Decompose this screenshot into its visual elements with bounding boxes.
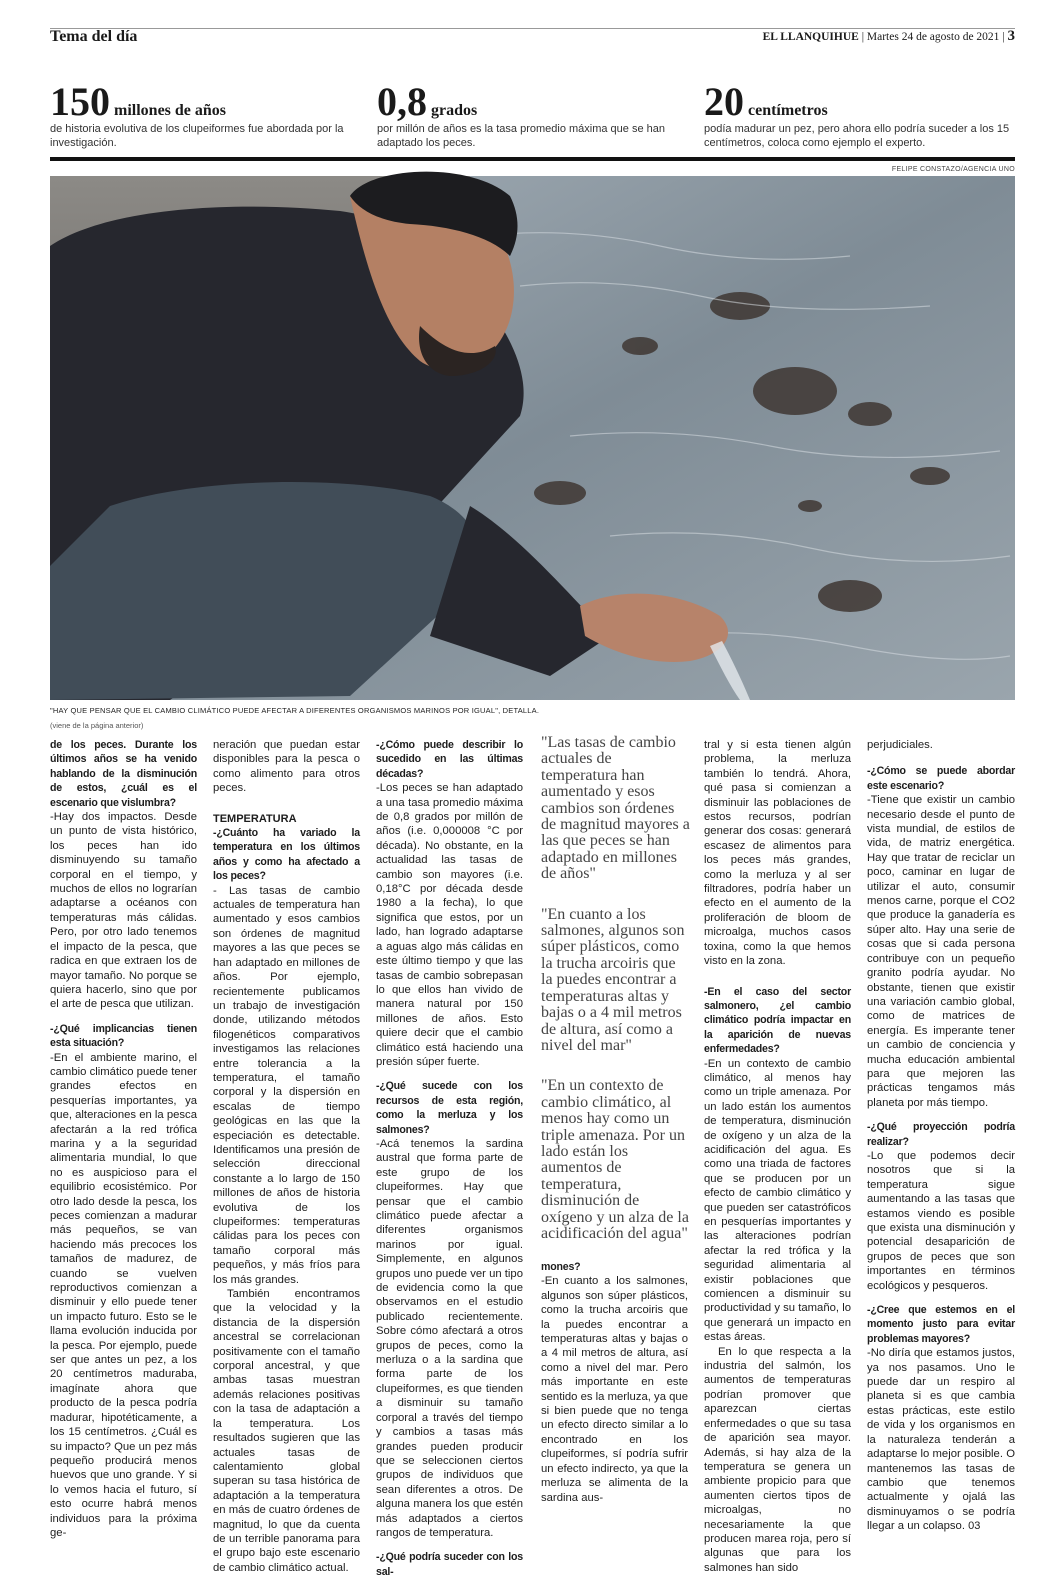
paragraph: tral y si esta tienen algún problema, la merluza también lo tendrá. Ahora, qué pasa si comienzan a disminuir las poblaciones de estos recursos, podrían generar dos cosas: generará escasez de alimentos para los peces más grandes, como la merluza y al ser filtradores, podría haber un efecto en el aumento de la proliferación de bloom de microalga, muchos casos toxina, como la que hemos visto en la zona. <box>704 739 851 968</box>
stat-number: 20 <box>704 79 744 124</box>
photo-caption: "HAY QUE PENSAR QUE EL CAMBIO CLIMÁTICO PUEDE AFECTAR A DIFERENTES ORGANISMOS MARINOS POR IGUAL", DETALLA. <box>50 706 540 715</box>
continued-note: (viene de la página anterior) <box>50 721 144 730</box>
paragraph: -En el ambiente marino, el cambio climático puede tener grandes efectos en pesquerías importantes, ya que, alteraciones en la pesca afectarán a la red trófica marina y a la seguridad alimentaria mundial, lo que no es auspicioso para el equilibrio ecosistémico. Por otro lado desde la pesca, los peces comienzan a madurar más pequeños, se van haciendo más precoces los tamaños de madurez, de cuando se vuelven reproductivos comienzan a disminuir y ello puede tener un impacto futuro. Esto se le llama evolución inducida por la pesca. Por ejemplo, puede ser que antes un pez, a los 20 centímetros maduraba, imagínate ahora que producto de la pesca podría madurar, hipotéticamente, a los 15 centímetros. ¿Cuál es su impacto? Que un pez más pequeño producirá menos huevos que uno grande. Y si lo vemos hacia el futuro, sí esto ocurre habrá menos individuos para la próxima ge- <box>50 1051 197 1539</box>
question: -¿Cómo se puede abordar este escenario? <box>867 765 1015 792</box>
pull-quotes <box>541 735 691 1266</box>
paragraph: También encontramos que la velocidad y la distancia de la dispersión ancestral se correlacionan positivamente con el tamaño corporal ancestral, y que ambas tasas muestran además relaciones positivas con la tasa de adaptación a la temperatura. Los resultados sugieren que las actuales tasas de calentamiento global superan su tasa histórica de adaptación a la temperatura en más de cuatro órdenes de magnitud, lo que da cuenta de un terrible panorama para el grupo bajo este escenario de cambio climático actual. <box>213 1288 360 1574</box>
stat-2 <box>377 79 677 150</box>
section-title: Tema del día <box>50 28 138 45</box>
question: -¿Qué proyección podría realizar? <box>867 1121 1015 1148</box>
paragraph: -Hay dos impactos. Desde un punto de vista histórico, los peces han ido disminuyendo su tamaño corporal en el tiempo, y muchos de ellos no lograrían adaptarse a océanos con temperaturas más cálidas. Pero, por otro lado tenemos el impacto de la pesca, que radica en que extraen los de mayor tamaño. No porque se quiera hacerlo, sino que por el arte de pesca que utilizan. <box>50 811 197 1011</box>
paragraph: perjudiciales. <box>867 739 933 751</box>
question: -En el caso del sector salmonero, ¿el cambio climático podría impactar en la aparición de nuevas enfermedades? <box>704 985 851 1056</box>
stat-desc: por millón de años es la tasa promedio máxima que se han adaptado los peces. <box>377 123 665 149</box>
stat-unit: grados <box>431 102 478 119</box>
question: -¿Qué implicancias tienen esta situación? <box>50 1022 197 1050</box>
stat-desc: podía madurar un pez, pero ahora ello podría suceder a los 15 centímetros, coloca como ejemplo el experto. <box>704 123 1010 149</box>
paragraph: -Los peces se han adaptado a una tasa promedio máxima de 0,8 grados por millón de años (i.e. 0,000008 °C por década). No obstante, en la actualidad las tasas de cambio son mayores (i.e. 0,18°C por década desde 1980 a la fecha), lo que significa que estos, por un lado, han logrado adaptarse a aguas algo más cálidas en este último tiempo y que las tasas de cambio sobrepasan lo que ellos han vivido de manera natural por 150 millones de años. Esto quiere decir que el cambio climático está haciendo una presión súper fuerte. <box>376 782 523 1068</box>
paragraph: - Las tasas de cambio actuales de temperatura han aumentado y esos cambios son órdenes de magnitud mayores a las que peces se han adaptado en millones de años. Por ejemplo, recientemente publicamos un trabajo de investigación donde, utilizando métodos filogenéticos comparativos investigamos las relaciones entre tolerancia a la temperatura, el tamaño corporal y la dispersión en escalas de tiempo geológicas en las que la especiación es detectable. Identificamos una presión de selección direccional constante a lo largo de 150 millones de años de historia evolutiva de los clupeiformes: temperaturas cálidas para los peces con tamaño corporal más pequeños, y más fríos para los más grandes. <box>213 884 360 1286</box>
stats-bar <box>50 79 1015 154</box>
paragraph: En lo que respecta a la industria del salmón, los aumentos de temperaturas podrían promover que aparezcan ciertas enfermedades o que su tasa de aparición sea mayor. Además, si hay alza de la temperatura se genera un ambiente propicio para que aumenten ciertos tipos de microalgas, no necesariamente la que producen marea roja, pero sí algunas que para los salmones han sido <box>704 1345 851 1574</box>
pull-quote: "En un contexto de cambio climático, al menos hay como un triple amenaza. Por un lado están los aumentos de temperatura, disminución de oxígeno y un alza de la acidificación del agua" <box>541 1077 689 1242</box>
stat-unit: centímetros <box>748 102 828 119</box>
question: -¿Qué sucede con los recursos de esta región, como la merluza y los salmones? <box>376 1080 523 1136</box>
paragraph: -Acá tenemos la sardina austral que forma parte de este grupo de los clupeiformes. Hay que pensar que el cambio climático puede afectar a diferentes organismos marinos por igual. Simplemente, en algunos grupos uno puede ver un tipo de evidencia como la que observamos en el estudio publicado recientemente. Sobre cómo afectará a otros grupos de peces, como la merluza o a la sardina que forma parte de los clupeiformes, es que tienden a disminuir su tamaño corporal a través del tiempo y cambios a tasas más grandes pueden producir que se seleccionen ciertos grupos de individuos que sean diferentes a otros. De alguna manera los que estén más adaptados a ciertos rangos de temperatura. <box>376 1137 523 1539</box>
question: -¿Cómo puede describir lo sucedido en las últimas décadas? <box>376 739 523 780</box>
pull-quote: "Las tasas de cambio actuales de temperatura han aumentado y esos cambios son órdenes de magnitud mayores a las que peces se han adaptado en millones de años" <box>541 734 690 883</box>
main-photo <box>50 176 1015 700</box>
publication-date: Martes 24 de agosto de 2021 <box>866 31 1000 43</box>
publication-name: EL LLANQUIHUE <box>762 31 859 43</box>
question: -¿Cree que estemos en el momento justo para evitar problemas mayores? <box>867 1304 1015 1345</box>
page-number: 3 <box>1007 28 1015 44</box>
column-3 <box>376 738 523 1579</box>
paragraph: neración que puedan estar disponibles para la pesca o como alimento para otros peces. <box>213 739 360 795</box>
paragraph: -Lo que podemos decir nosotros que si la temperatura sigue aumentando a las tasas que estamos viendo es posible que exista una disminución y potencial desaparición de grupos de peces que son importantes en términos ecológicos y pesqueros. <box>867 1149 1015 1292</box>
stat-number: 150 <box>50 79 110 124</box>
question: -¿Qué podría suceder con los sal- <box>376 1551 523 1578</box>
paragraph-text: -No diría que estamos justos, ya nos pasamos. Uno le puede dar un respiro al planeta si es que cambia estas prácticas, este estilo de vida y los organismos en la naturaleza tenderán a adaptarse lo mejor posible. O mantenemos las tasas de cambio que tenemos actualmente y ojalá las disminuyamos o se podría llegar a un colapso. <box>867 1347 1015 1533</box>
stats-rule <box>50 157 1015 161</box>
end-mark: 03 <box>968 1520 981 1533</box>
pull-quote: "En cuanto a los salmones, algunos son súper plásticos, como la trucha arcoiris que la puedes encontrar a temperaturas altas y bajas o a 4 mil metros de altura, así como a nivel del mar" <box>541 905 685 1054</box>
photo-credit: FELIPE CONSTAZO/AGENCIA UNO <box>891 166 1015 173</box>
masthead: EL LLANQUIHUE | Martes 24 de agosto de 2021 | 3 <box>762 28 1015 44</box>
paragraph: -Tiene que existir un cambio necesario desde el punto de vista mundial, de estilos de vida, de matriz energética. Hay que tratar de reciclar un poco, caminar en lugar de utilizar el auto, consumir menos carne, porque el CO2 que produce la ganadería es súper alto. Hay una serie de cosas que si cada persona contribuye con un pequeño granito podría ayudar. No obstante, tienen que existir una variación cambio global, como de matrices de energía. Es imperante tener un cambio de conciencia y mucha educación ambiental para que mejoren las prácticas tengamos más planeta por más tiempo. <box>867 794 1015 1109</box>
stat-3 <box>704 79 1014 150</box>
question: mones? <box>541 1261 581 1273</box>
photo-illustration <box>50 176 1015 700</box>
stat-1 <box>50 79 350 150</box>
stat-desc: de historia evolutiva de los clupeiformes fue abordada por la investigación. <box>50 123 344 149</box>
question: -¿Cuánto ha variado la temperatura en los últimos años y como ha afectado a los peces? <box>213 827 360 883</box>
paragraph: -En cuanto a los salmones, algunos son súper plásticos, como la trucha arcoiris que la puedes encontrar a temperaturas altas y bajas o a 4 mil metros de altura, así como a nivel del mar. Pero más importante en este sentido es la merluza, ya que si bien puede que no tenga un efecto directo similar a lo encontrado en los clupeiformes, sí podría sufrir un efecto indirecto, ya que la merluza se alimenta de la sardina aus- <box>541 1275 688 1504</box>
column-1 <box>50 738 197 1540</box>
question: de los peces. Durante los últimos años se ha venido hablando de la disminución de estos, ¿cuál es el escenario que vislumbra? <box>50 739 197 809</box>
stat-number: 0,8 <box>377 79 427 124</box>
column-4 <box>541 1260 688 1505</box>
paragraph: -En un contexto de cambio climático, al menos hay como un triple amenaza. Por un lado están los aumentos de temperatura, disminución de oxígeno y un alza de la acidificación del agua. Es como una triada de factores que se producen por un efecto de cambio climático y que pueden ser catastróficos en pesquerías importantes y las alteraciones podrían afectar la red trófica y la seguridad alimentaria al existir poblaciones que comiencen a disminuir su productividad y su tamaño, lo que generará un impacto en estas áreas. <box>704 1057 851 1344</box>
column-6 <box>867 738 1015 1534</box>
column-2 <box>213 738 360 1575</box>
paragraph <box>867 1346 1015 1533</box>
column-5 <box>704 738 851 1575</box>
stat-unit: millones de años <box>114 102 227 119</box>
subhead: TEMPERATURA <box>213 812 297 825</box>
